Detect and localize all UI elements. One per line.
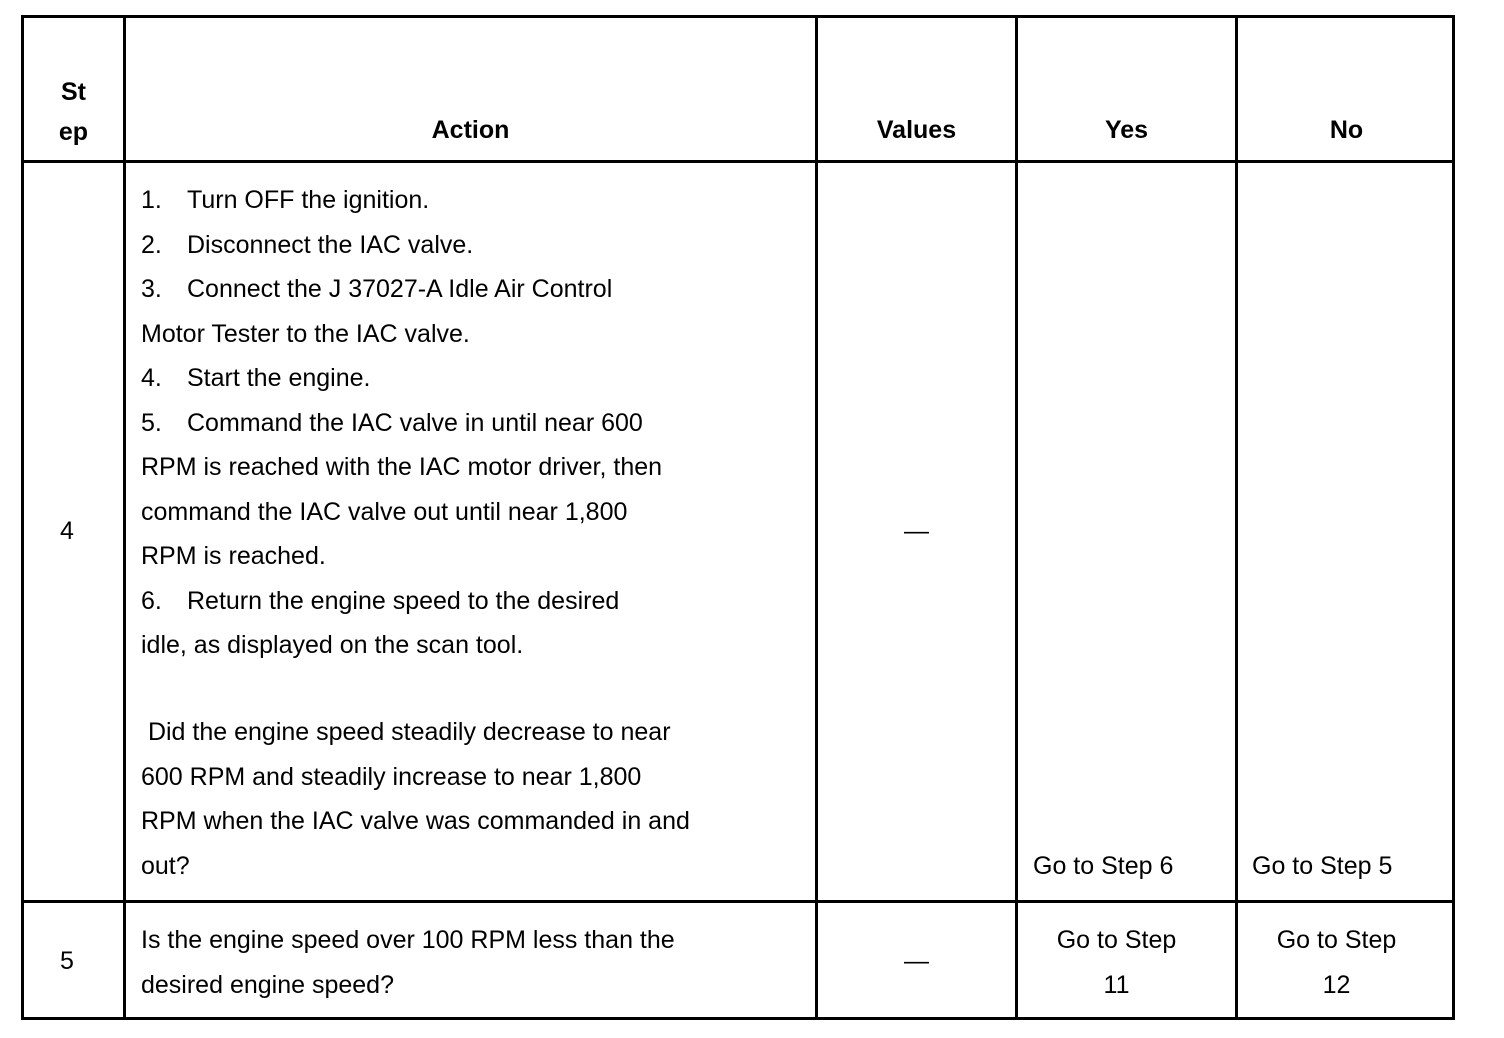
action-line-number: 2. [141,230,162,259]
action-line-text: Disconnect the IAC valve. [187,230,474,259]
row4-step: 4 [60,517,74,545]
row4-question [141,710,801,888]
row5-no-line2: 12 [1322,970,1351,999]
action-line-number: 6. [141,586,162,615]
action-line-text: Connect the J 37027-A Idle Air Control [187,275,613,303]
row5-no [1238,918,1435,1007]
header-step-line2: ep [58,118,89,146]
question-line: Is the engine speed over 100 RPM less than the [141,926,675,954]
header-action: Action [431,116,510,144]
action-line [141,401,801,446]
question-line: RPM when the IAC valve was commanded in and [141,807,690,835]
question-line: 600 RPM and steadily increase to near 1,800 [141,762,642,791]
action-line-number: 3. [141,275,162,303]
row5-value: — [904,947,929,975]
action-line [141,223,801,268]
row5-yes-line2: 11 [1103,970,1130,999]
action-line-number: 4. [141,364,162,392]
question-line: desired engine speed? [141,970,394,999]
row4-value: — [904,517,929,545]
action-line-number: 1. [141,186,162,214]
action-line [141,356,801,401]
action-line-text: Return the engine speed to the desired [187,586,620,615]
action-line-text: Start the engine. [187,364,371,392]
question-line: out? [141,851,190,880]
diagnostic-table [21,15,1455,1020]
row5-no-line1: Go to Step [1276,926,1397,954]
action-line-continuation: idle, as displayed on the scan tool. [141,631,524,659]
header-step [24,72,123,152]
action-line [141,267,801,312]
action-line [141,178,801,223]
row5-step: 5 [60,947,74,975]
row5-yes [1018,918,1215,1007]
row5-yes-line1: Go to Step [1056,926,1177,954]
row-divider [24,900,1452,903]
column-divider [1235,18,1238,1017]
row4-no: Go to Step 5 [1252,852,1393,880]
row5-question [141,918,801,1007]
action-line-continuation: RPM is reached with the IAC motor driver, then [141,453,663,481]
question-line: Did the engine speed steadily decrease to near [141,718,671,746]
header-yes: Yes [1104,116,1149,144]
row4-action [141,178,801,668]
column-divider [123,18,126,1017]
header-values: Values [876,116,957,144]
action-line [141,579,801,624]
action-line-continuation: command the IAC valve out until near 1,800 [141,497,628,526]
row4-yes: Go to Step 6 [1033,852,1174,880]
action-line-number: 5. [141,408,162,437]
action-line-text: Command the IAC valve in until near 600 [187,408,643,437]
action-line-continuation: Motor Tester to the IAC valve. [141,319,470,348]
action-line-continuation: RPM is reached. [141,542,326,570]
header-step-line1: St [61,78,86,106]
header-no: No [1329,116,1364,144]
column-divider [1015,18,1018,1017]
row-divider [24,160,1452,163]
action-line-text: Turn OFF the ignition. [187,186,430,214]
